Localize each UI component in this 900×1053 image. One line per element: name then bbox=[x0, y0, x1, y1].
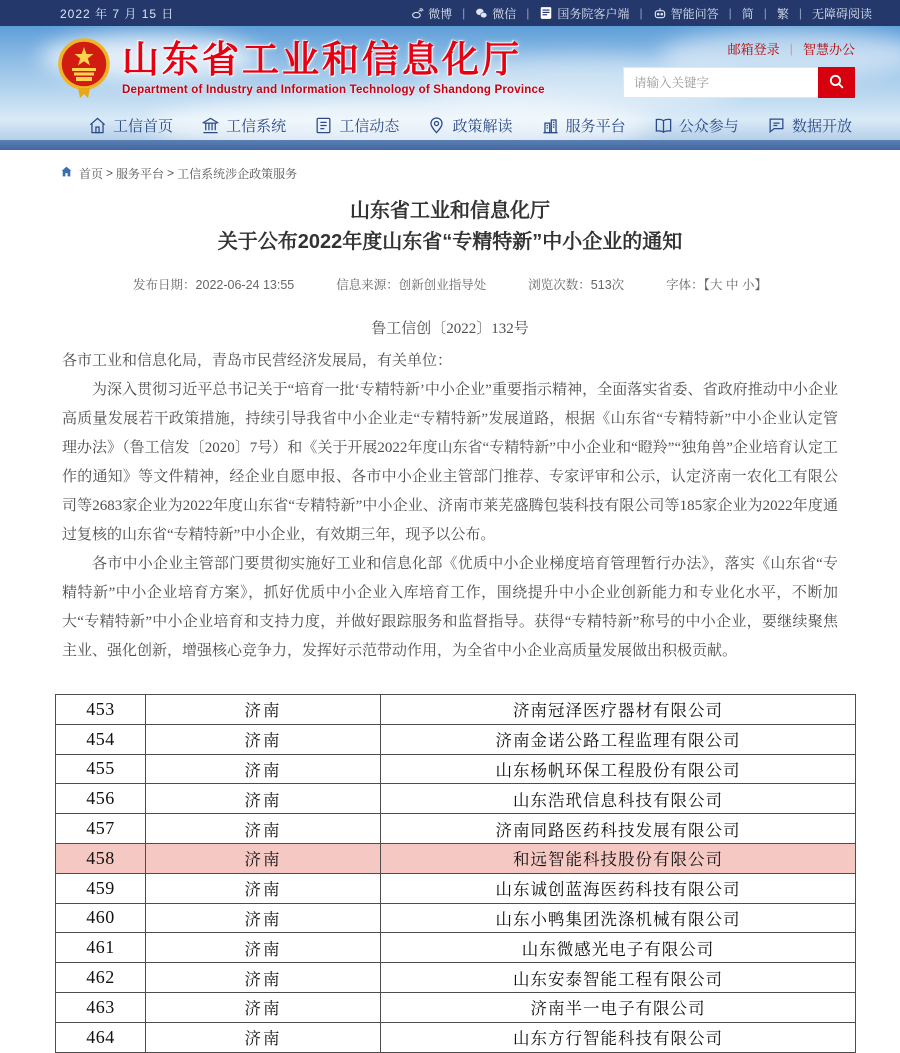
paragraph-1: 为深入贯彻习近平总书记关于“培育一批‘专精特新’中小企业”重要指示精神，全面落实省委、省政府推动中小企业高质量发展若干政策措施，持续引导我省中小企业走“专精特新”发展道路，根据《山东省“专精特新”中小企业认定管理办法》（鲁工信发〔2020〕7号）和《关于开展2022年度山东省“专精特新”中小企业和“瞪羚”“独角兽”企业培育认定工作的通知》等文件精神，经企业自愿申报、各市中小企业主管部门推荐、专家评审和公示，认定济南一农化工有限公司等2683家企业为2022年度山东省“专精特新”中小企业、济南市莱芜盛腾包装科技有限公司等185家企业为2022年度通过复核的山东省“专精特新”中小企业，有效期三年，现予以公布。 bbox=[62, 382, 838, 543]
row-company: 济南冠泽医疗器材有限公司 bbox=[381, 695, 856, 725]
table-row bbox=[56, 903, 856, 933]
row-number: 453 bbox=[56, 695, 146, 725]
smart-qa-link[interactable]: 智能问答 bbox=[653, 5, 719, 22]
smart-office-link[interactable]: 智慧办公 bbox=[802, 42, 855, 57]
row-number: 462 bbox=[56, 963, 146, 993]
nav-item-service[interactable]: 服务平台 bbox=[541, 115, 626, 136]
open-book-icon bbox=[654, 116, 673, 135]
row-company: 济南金诺公路工程监理有限公司 bbox=[381, 724, 856, 754]
article-title-line2: 关于公布2022年度山东省“专精特新”中小企业的通知 bbox=[217, 231, 683, 253]
home-icon bbox=[88, 116, 107, 135]
site-title: 山东省工业和信息化厅 bbox=[122, 40, 522, 81]
bank-icon bbox=[201, 116, 220, 135]
wechat-icon bbox=[475, 7, 488, 20]
row-number: 461 bbox=[56, 933, 146, 963]
search-icon bbox=[828, 73, 845, 93]
breadcrumb-home[interactable]: 首页 bbox=[79, 166, 104, 181]
mail-login-link[interactable]: 邮箱登录 bbox=[727, 42, 780, 57]
wechat-link[interactable]: 微信 bbox=[475, 5, 516, 22]
row-city: 济南 bbox=[146, 933, 381, 963]
row-company: 山东微感光电子有限公司 bbox=[381, 933, 856, 963]
quick-links: 邮箱登录 | 智慧办公 bbox=[727, 41, 855, 57]
row-city: 济南 bbox=[146, 843, 381, 873]
row-company: 和远智能科技股份有限公司 bbox=[381, 843, 856, 873]
table-row bbox=[56, 1022, 856, 1052]
table-row bbox=[56, 814, 856, 844]
site-header bbox=[0, 26, 900, 140]
location-pin-icon bbox=[427, 116, 446, 135]
row-company: 山东浩玳信息科技有限公司 bbox=[381, 784, 856, 814]
banner-right bbox=[623, 39, 855, 98]
national-emblem bbox=[58, 38, 110, 100]
chat-bubble-icon bbox=[767, 116, 786, 135]
breadcrumb: 首页 > 服务平台 > 工信系统涉企政策服务 bbox=[0, 150, 900, 182]
table-row bbox=[56, 695, 856, 725]
nav-item-participation[interactable]: 公众参与 bbox=[654, 115, 739, 136]
breadcrumb-home-icon bbox=[60, 165, 73, 181]
traditional-chinese-link[interactable]: 繁 bbox=[776, 6, 789, 21]
row-number: 456 bbox=[56, 784, 146, 814]
gov-client-link[interactable]: 国务院客户端 bbox=[539, 5, 629, 22]
row-city: 济南 bbox=[146, 992, 381, 1022]
document-icon bbox=[314, 116, 333, 135]
row-number: 459 bbox=[56, 873, 146, 903]
nav-item-news[interactable]: 工信动态 bbox=[314, 115, 399, 136]
font-size-large[interactable]: 大 bbox=[709, 278, 723, 292]
nav-item-policy[interactable]: 政策解读 bbox=[427, 115, 512, 136]
row-city: 济南 bbox=[146, 963, 381, 993]
row-company: 济南半一电子有限公司 bbox=[381, 992, 856, 1022]
view-count: 浏览次数：513次 bbox=[528, 278, 625, 292]
robot-icon bbox=[653, 6, 667, 20]
row-company: 山东诚创蓝海医药科技有限公司 bbox=[381, 873, 856, 903]
article-meta bbox=[0, 275, 900, 293]
row-city: 济南 bbox=[146, 873, 381, 903]
row-city: 济南 bbox=[146, 724, 381, 754]
current-date: 2022 年 7 月 15 日 bbox=[60, 6, 175, 21]
row-city: 济南 bbox=[146, 903, 381, 933]
row-number: 460 bbox=[56, 903, 146, 933]
header-divider-bar bbox=[0, 140, 900, 150]
weibo-link[interactable]: 微博 bbox=[411, 5, 452, 22]
search-button[interactable] bbox=[818, 67, 855, 98]
simplified-chinese-link[interactable]: 简 bbox=[741, 6, 754, 21]
document-body bbox=[0, 315, 900, 666]
main-nav bbox=[0, 111, 900, 140]
publish-date: 发布日期：2022-06-24 13:55 bbox=[133, 278, 295, 292]
font-size-medium[interactable]: 中 bbox=[725, 278, 739, 292]
row-city: 济南 bbox=[146, 1022, 381, 1052]
salutation: 各市工业和信息化局，青岛市民营经济发展局，有关单位： bbox=[62, 353, 453, 369]
building-icon bbox=[541, 116, 560, 135]
paragraph-2: 各市中小企业主管部门要贯彻实施好工业和信息化部《优质中小企业梯度培育管理暂行办法》，落实《山东省“专精特新”中小企业培育方案》，抓好优质中小企业入库培育工作，围绕提升中小企业创新能力和专业化水平，不断加大“专精特新”中小企业培育和支持力度，并做好跟踪服务和监督指导。获得“专精特新”称号的中小企业，要继续聚焦主业、强化创新，增强核心竞争力，发挥好示范带动作用，为全省中小企业高质量发展做出积极贡献。 bbox=[62, 556, 838, 659]
row-city: 济南 bbox=[146, 784, 381, 814]
company-list-table bbox=[55, 694, 856, 1053]
row-city: 济南 bbox=[146, 814, 381, 844]
row-company: 山东方行智能科技有限公司 bbox=[381, 1022, 856, 1052]
table-row bbox=[56, 873, 856, 903]
row-company: 济南同路医药科技发展有限公司 bbox=[381, 814, 856, 844]
banner-row bbox=[0, 26, 900, 111]
nav-item-system[interactable]: 工信系统 bbox=[201, 115, 286, 136]
table-row bbox=[56, 754, 856, 784]
topbar-links: 微博 | 微信 | 国务院客户端 | 智能问答 | 简 | 繁 | 无障碍阅读 bbox=[411, 5, 872, 22]
breadcrumb-current: 工信系统涉企政策服务 bbox=[177, 166, 298, 181]
article-title bbox=[0, 196, 900, 258]
row-company: 山东安泰智能工程有限公司 bbox=[381, 963, 856, 993]
font-size-small[interactable]: 小 bbox=[741, 278, 755, 292]
table-row bbox=[56, 963, 856, 993]
document-number: 鲁工信创〔2022〕132号 bbox=[371, 321, 529, 337]
row-number: 458 bbox=[56, 843, 146, 873]
table-row bbox=[56, 784, 856, 814]
row-city: 济南 bbox=[146, 754, 381, 784]
table-row bbox=[56, 724, 856, 754]
site-branding bbox=[122, 41, 545, 96]
site-subtitle-en: Department of Industry and Information Technology of Shandong Province bbox=[122, 84, 545, 96]
table-row bbox=[56, 992, 856, 1022]
row-number: 464 bbox=[56, 1022, 146, 1052]
gov-app-icon bbox=[539, 6, 553, 20]
breadcrumb-service-platform[interactable]: 服务平台 bbox=[116, 166, 165, 181]
accessibility-link[interactable]: 无障碍阅读 bbox=[811, 6, 872, 21]
row-number: 457 bbox=[56, 814, 146, 844]
row-number: 455 bbox=[56, 754, 146, 784]
search-box bbox=[623, 67, 855, 98]
info-source: 信息来源：创新创业指导处 bbox=[336, 278, 487, 292]
row-company: 山东小鸭集团洗涤机械有限公司 bbox=[381, 903, 856, 933]
row-city: 济南 bbox=[146, 695, 381, 725]
nav-item-open-data[interactable]: 数据开放 bbox=[767, 115, 852, 136]
weibo-icon bbox=[411, 7, 424, 20]
search-input[interactable] bbox=[623, 67, 818, 98]
article-title-line1: 山东省工业和信息化厅 bbox=[350, 200, 550, 222]
row-number: 454 bbox=[56, 724, 146, 754]
table-row-highlighted bbox=[56, 843, 856, 873]
font-size-control: 字体：【大 中 小】 bbox=[666, 278, 767, 292]
row-company: 山东杨帆环保工程股份有限公司 bbox=[381, 754, 856, 784]
nav-item-home[interactable]: 工信首页 bbox=[88, 115, 173, 136]
row-number: 463 bbox=[56, 992, 146, 1022]
article bbox=[0, 196, 900, 1053]
table-row bbox=[56, 933, 856, 963]
top-utility-bar bbox=[0, 0, 900, 26]
